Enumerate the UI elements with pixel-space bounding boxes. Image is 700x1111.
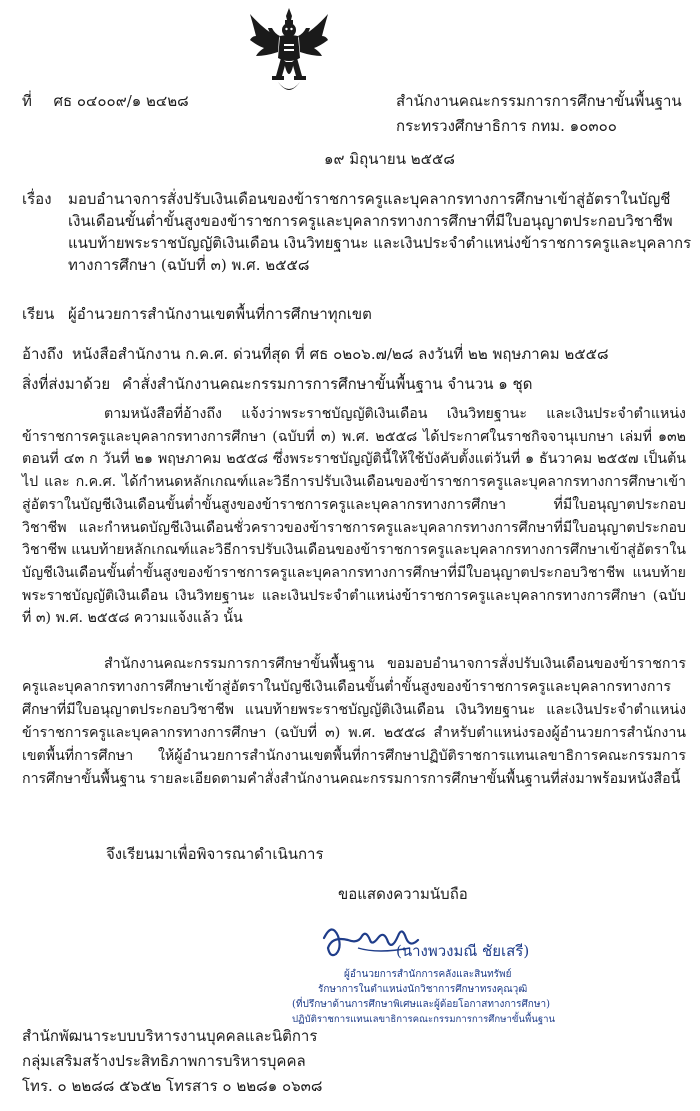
signer-title-line: (ที่ปรึกษาด้านการศึกษาพิเศษและผู้ด้อยโอกาสทางการศึกษา) [292,999,550,1010]
reference-text: หนังสือสำนักงาน ก.ค.ศ. ด่วนที่สุด ที่ ศธ ๐๒๐๖.๗/๒๘ ลงวันที่ ๒๒ พฤษภาคม ๒๕๕๘ [72,345,609,363]
body-paragraph-2: สำนักงานคณะกรรมการการศึกษาขั้นพื้นฐาน ขอมอบอำนาจการสั่งปรับเงินเดือนของข้าราชการครูและบุคลากรทางการศึกษาเข้าสู่อัตราในบัญชีเงินเดือนขั้นต่ำขั้นสูงของข้าราชการครูและบุคลากรทางการศึกษาที่มีใบอนุญาตประกอบวิชาชีพ แนบท้ายพระราชบัญญัติเงินเดือน เงินวิทยฐานะ และเงินประจำตำแหน่งข้าราชการครูและบุคลากรทางการศึกษา (ฉบับที่ ๓) พ.ศ. ๒๕๕๘ สำหรับตำแหน่งรองผู้อำนวยการสำนักงานเขตพื้นที่การศึกษา ให้ผู้อำนวยการสำนักงานเขตพื้นที่การศึกษาปฏิบัติราชการแทนเลขาธิการคณะกรรมการการศึกษาขั้นพื้นฐาน รายละเอียดตามคำสั่งสำนักงานคณะกรรมการการศึกษาขั้นพื้นฐานที่ส่งมาพร้อมหนังสือนี้ [22,656,686,787]
ref-label: ที่ [22,92,32,110]
footer-group: กลุ่มเสริมสร้างประสิทธิภาพการบริหารบุคคล [22,1052,306,1070]
signer-title-line: ผู้อำนวยการสำนักการคลังและสินทรัพย์ [344,969,512,980]
subject-line: ทางการศึกษา (ฉบับที่ ๓) พ.ศ. ๒๕๕๘ [68,256,310,274]
reference-label: อ้างถึง [22,345,64,363]
letter-date: ๑๙ มิถุนายน ๒๕๕๘ [324,150,455,168]
enclosure-text: คำสั่งสำนักงานคณะกรรมการการศึกษาขั้นพื้นฐาน จำนวน ๑ ชุด [122,375,533,393]
recipient: ผู้อำนวยการสำนักงานเขตพื้นที่การศึกษาทุกเขต [68,305,372,323]
subject-line: มอบอำนาจการสั่งปรับเงินเดือนของข้าราชการครูและบุคลากรทางการศึกษาเข้าสู่อัตราในบัญชี [68,190,671,208]
garuda-emblem-icon [248,6,330,96]
body-paragraph-1: ตามหนังสือที่อ้างถึง แจ้งว่าพระราชบัญญัติเงินเดือน เงินวิทยฐานะ และเงินประจำตำแหน่งข้าราชการครูและบุคลากรทางการศึกษา (ฉบับที่ ๓) พ.ศ. ๒๕๕๘ ได้ประกาศในราชกิจจานุเบกษา เล่มที่ ๑๓๒ ตอนที่ ๔๓ ก วันที่ ๒๑ พฤษภาคม ๒๕๕๘ ซึ่งพระราชบัญญัตินี้ให้ใช้บังคับตั้งแต่วันที่ ๑ ธันวาคม ๒๕๕๗ เป็นต้นไป และ ก.ค.ศ. ได้กำหนดหลักเกณฑ์และวิธีการปรับเงินเดือนของข้าราชการครูและบุคลากรทางการศึกษาเข้าสู่อัตราในบัญชีเงินเดือนขั้นต่ำขั้นสูงของข้าราชการครูและบุคลากรทางการศึกษา ที่มีใบอนุญาตประกอบวิชาชีพ และกำหนดบัญชีเงินเดือนชั่วคราวของข้าราชการครูและบุคลากรทางการศึกษาที่มีใบอนุญาตประกอบวิชาชีพ แนบท้ายหลักเกณฑ์และวิธีการปรับเงินเดือนของข้าราชการครูและบุคลากรทางการศึกษาเข้าสู่อัตราในบัญชีเงินเดือนขั้นต่ำขั้นสูงของข้าราชการครูและบุคลากรทางการศึกษาที่มีใบอนุญาตประกอบวิชาชีพ แนบท้ายพระราชบัญญัติเงินเดือน เงินวิทยฐานะ และเงินประจำตำแหน่งข้าราชการครูและบุคลากรทางการศึกษา (ฉบับที่ ๓) พ.ศ. ๒๕๕๘ ความแจ้งแล้ว นั้น [22,406,686,627]
subject-line: แนบท้ายพระราชบัญญัติเงินเดือน เงินวิทยฐานะ และเงินประจำตำแหน่งข้าราชการครูและบุคลากร [68,234,692,252]
regards: ขอแสดงความนับถือ [338,885,468,903]
footer-department: สำนักพัฒนาระบบบริหารงานบุคคลและนิติการ [22,1027,318,1045]
signer-name: (นางพวงมณี ชัยเสรี) [396,942,530,960]
org-address: กระทรวงศึกษาธิการ กทม. ๑๐๓๐๐ [396,117,617,135]
subject-line: เงินเดือนขั้นต่ำขั้นสูงของข้าราชการครูและบุคลากรทางการศึกษาที่มีใบอนุญาตประกอบวิชาชีพ [68,212,673,230]
ref-number: ศธ ๐๔๐๐๙/๑ ๒๔๒๘ [53,92,189,110]
subject-label: เรื่อง [22,190,52,208]
signer-title-line: ปฏิบัติราชการแทนเลขาธิการคณะกรรมการการศึกษาขั้นพื้นฐาน [292,1014,556,1025]
org-name: สำนักงานคณะกรรมการการศึกษาขั้นพื้นฐาน [396,92,682,110]
to-label: เรียน [22,305,55,323]
footer-contact: โทร. ๐ ๒๒๘๘ ๕๖๕๒ โทรสาร ๐ ๒๒๘๑ ๐๖๓๘ [22,1077,323,1095]
closing-request: จึงเรียนมาเพื่อพิจารณาดำเนินการ [106,845,324,863]
subject-text [68,188,692,276]
enclosure-label: สิ่งที่ส่งมาด้วย [22,375,111,393]
reference-number-line [22,90,189,112]
signer-title-line: รักษาการในตำแหน่งนักวิชาการศึกษาทรงคุณวุฒิ [318,984,528,995]
